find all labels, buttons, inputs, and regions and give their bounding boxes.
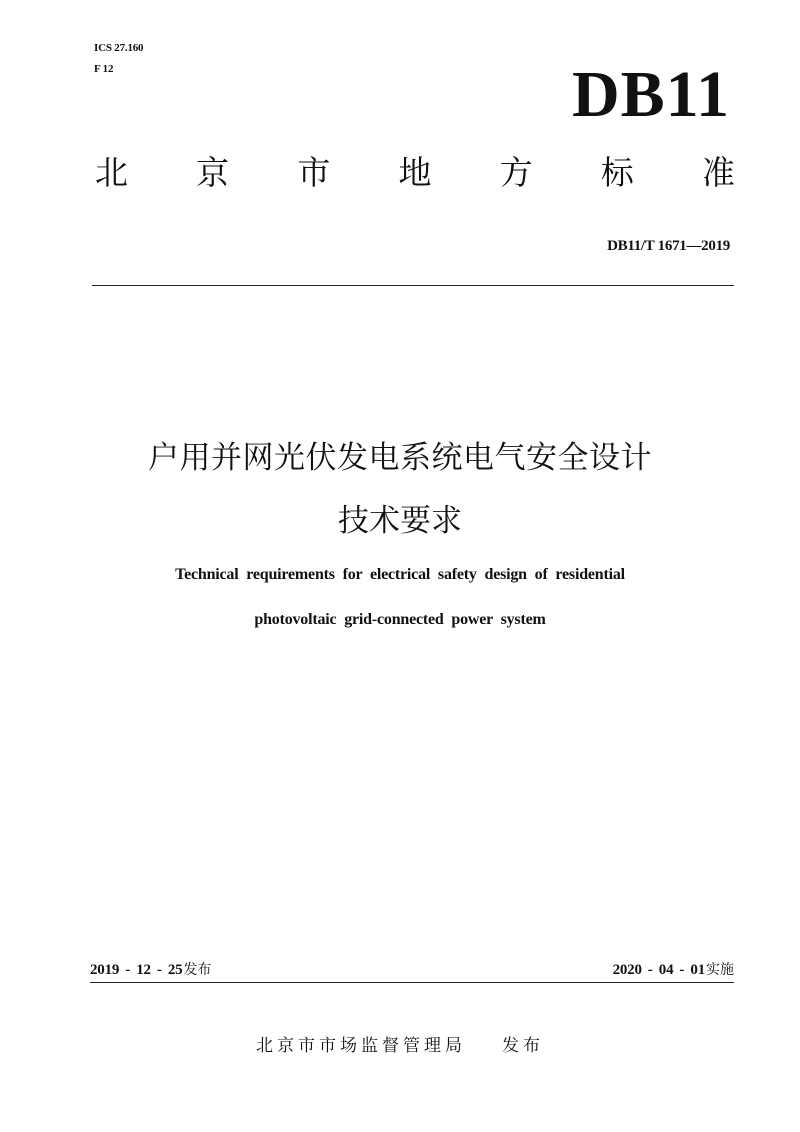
implement-month: 04	[658, 962, 674, 978]
standard-type-char: 方	[499, 153, 533, 192]
date-separator: -	[679, 962, 685, 978]
publish-label: 发布	[502, 1036, 544, 1056]
date-separator: -	[156, 962, 162, 978]
issue-label: 发布	[183, 962, 212, 978]
title-en-line2: photovoltaic grid-connected power system	[254, 611, 546, 628]
classification-code: F 12	[94, 63, 114, 75]
date-row	[90, 960, 734, 983]
implement-day: 01	[690, 962, 705, 978]
db-mark: DB11	[571, 58, 730, 131]
publisher-line	[0, 1031, 800, 1056]
issue-day: 25	[167, 962, 183, 978]
standard-number: DB11/T 1671—2019	[607, 238, 730, 254]
standard-type	[95, 153, 735, 192]
title-cn-line1: 户用并网光伏发电系统电气安全设计	[148, 440, 652, 476]
implement-year: 2020	[612, 962, 642, 978]
standard-type-char: 准	[701, 153, 735, 192]
implement-label: 实施	[706, 962, 734, 978]
standard-type-char: 北	[95, 153, 128, 192]
standard-type-char: 标	[600, 153, 634, 192]
standard-type-char: 地	[398, 153, 432, 192]
date-separator: -	[125, 962, 131, 978]
issue-month: 12	[136, 962, 151, 978]
standard-type-char: 市	[297, 153, 331, 192]
title-en-line1: Technical requirements for electrical safety design of residential	[175, 566, 625, 583]
date-separator: -	[647, 962, 653, 978]
issue-date	[90, 959, 211, 979]
ics-code: ICS 27.160	[94, 42, 144, 54]
publisher-name: 北京市市场监督管理局	[256, 1036, 466, 1056]
standard-type-char: 京	[196, 153, 230, 192]
implementation-date	[613, 959, 734, 979]
title-cn-line2: 技术要求	[338, 503, 462, 539]
issue-year: 2019	[90, 962, 120, 978]
header-divider	[92, 285, 734, 286]
